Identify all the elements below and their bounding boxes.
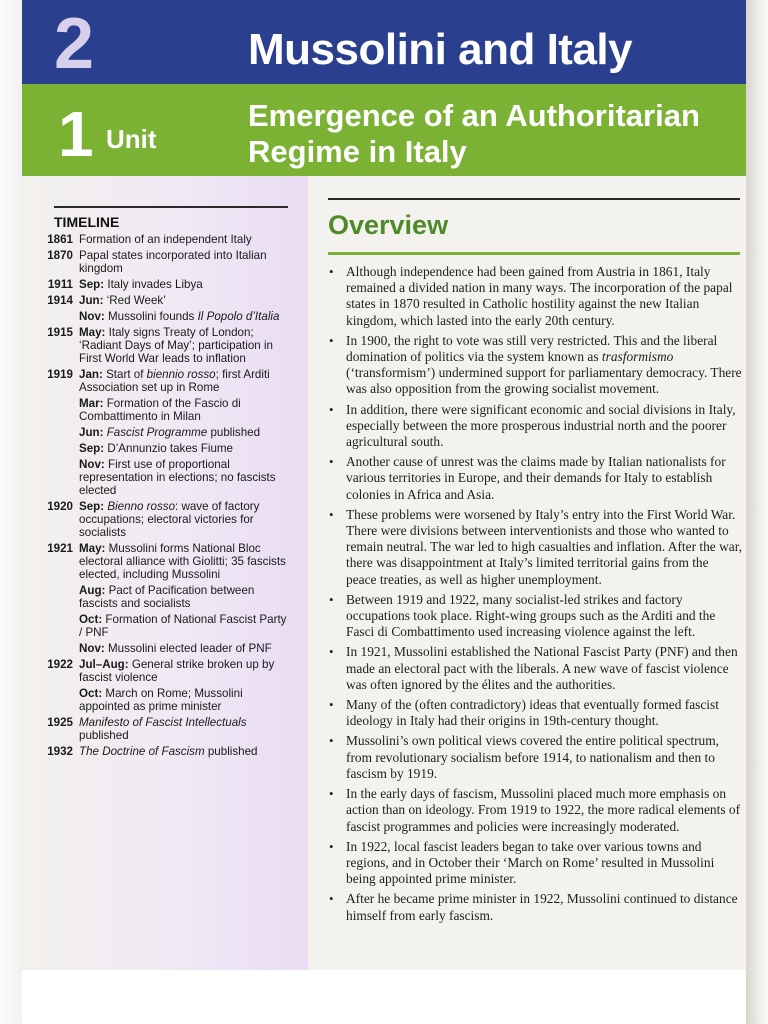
timeline-event-label: Sep: bbox=[79, 500, 105, 513]
overview-bullet-pre: Although independence had been gained from Austria in 1861, Italy remained a divided nation in many ways. The incorporation of the papal states in 1870 resulted in Catholic hostility against the new Italian kingdom, which lasted into the early 20th century. bbox=[346, 264, 733, 328]
timeline-event-label: Oct: bbox=[79, 613, 103, 626]
timeline-heading: TIMELINE bbox=[54, 214, 120, 230]
timeline-event-em: Manifesto of Fascist Intellectuals bbox=[79, 716, 247, 729]
timeline-entry bbox=[22, 716, 308, 742]
timeline-entry bbox=[22, 613, 308, 639]
timeline-event-em: The Doctrine of Fascism bbox=[79, 745, 205, 758]
overview-bullet-list bbox=[322, 264, 742, 928]
timeline-entry bbox=[22, 326, 308, 365]
timeline-event bbox=[79, 310, 289, 323]
timeline-divider bbox=[54, 206, 288, 208]
overview-bullet bbox=[322, 786, 742, 835]
timeline-year: 1925 bbox=[47, 716, 73, 729]
page-edge-right bbox=[746, 0, 768, 1024]
timeline-event-pre: Pact of Pacification between fascists and socialists bbox=[79, 584, 255, 610]
overview-divider bbox=[328, 198, 740, 200]
timeline-event-pre: Mussolini elected leader of PNF bbox=[104, 642, 272, 655]
textbook-page bbox=[22, 0, 746, 970]
timeline-event-label: Mar: bbox=[79, 397, 104, 410]
overview-bullet-post: (‘transformism’) undermined support for parliamentary democracy. There was also opposition from the growing socialist movement. bbox=[346, 365, 742, 397]
timeline-event-pre: Mussolini forms National Bloc electoral alliance with Giolitti; 35 fascists elected, including Mussolini bbox=[79, 542, 286, 581]
overview-bullet-pre: In the early days of fascism, Mussolini placed much more emphasis on action than on ideology. From 1919 to 1922, the more radical elements of fascist programmes and policies were increasingly moderated. bbox=[346, 786, 741, 834]
timeline-event-post: ; first Arditi Association set up in Rome bbox=[79, 368, 270, 394]
timeline-entry bbox=[22, 745, 308, 758]
timeline-event bbox=[79, 294, 289, 307]
timeline-event bbox=[79, 745, 289, 758]
timeline-event-pre: Formation of an independent Italy bbox=[79, 233, 252, 246]
timeline-event bbox=[79, 326, 289, 365]
chapter-number: 2 bbox=[54, 4, 95, 84]
overview-underline bbox=[328, 252, 740, 255]
overview-bullet bbox=[322, 454, 742, 503]
overview-heading: Overview bbox=[328, 210, 449, 240]
timeline-entry bbox=[22, 584, 308, 610]
timeline-event-pre: General strike broken up by fascist violence bbox=[79, 658, 275, 684]
overview-bullet-pre: Many of the (often contradictory) ideas that eventually formed fascist ideology in Italy had their origins in 19th-century thought. bbox=[346, 697, 719, 729]
timeline-event bbox=[79, 397, 289, 423]
timeline-event-pre: Italy invades Libya bbox=[104, 278, 203, 291]
timeline-year: 1921 bbox=[47, 542, 73, 555]
bullet-dot-icon: • bbox=[329, 891, 334, 907]
overview-bullet-pre: These problems were worsened by Italy’s entry into the First World War. There were divisions between interventionists and those who wanted to remain neutral. The war led to high casualties and inflation. After the war, there was disappointment at Italy’s limited territorial gains from the peace treaties, as well as higher unemployment. bbox=[346, 506, 742, 587]
timeline-event-post: published bbox=[79, 729, 129, 742]
timeline-event-pre: Start of bbox=[102, 368, 147, 381]
bullet-dot-icon: • bbox=[329, 506, 334, 522]
overview-bullet-pre: After he became prime minister in 1922, Mussolini continued to distance himself from early fascism. bbox=[346, 891, 738, 923]
timeline-year bbox=[22, 642, 79, 655]
timeline-event bbox=[79, 613, 289, 639]
timeline-event bbox=[79, 426, 289, 439]
overview-bullet bbox=[322, 264, 742, 329]
timeline-event-label: May: bbox=[79, 542, 106, 555]
timeline-entry bbox=[22, 397, 308, 423]
timeline-event-label: Nov: bbox=[79, 310, 105, 323]
timeline-year: 1919 bbox=[47, 368, 73, 381]
timeline-event bbox=[79, 458, 289, 497]
timeline-event-pre: First use of proportional representation in elections; no fascists elected bbox=[79, 458, 276, 497]
bullet-dot-icon: • bbox=[329, 264, 334, 279]
timeline-event-label: Nov: bbox=[79, 458, 105, 471]
timeline-event-pre: Formation of National Fascist Party / PNF bbox=[79, 613, 287, 639]
timeline-sidebar bbox=[22, 176, 308, 970]
overview-bullet-pre: In addition, there were significant economic and social divisions in Italy, especially between the more prosperous industrial north and the poorer agricultural south. bbox=[346, 401, 736, 450]
timeline-year: 1861 bbox=[47, 233, 73, 246]
timeline-event-label: Nov: bbox=[79, 642, 105, 655]
timeline-event bbox=[79, 249, 289, 275]
overview-bullet-pre: Another cause of unrest was the claims made by Italian nationalists for various territories in Europe, and their demands for Italy to establish colonies in Africa and Asia. bbox=[346, 454, 726, 502]
timeline-year bbox=[22, 426, 79, 439]
overview-bullet bbox=[322, 733, 742, 782]
timeline-event-label: Sep: bbox=[79, 442, 105, 455]
overview-bullet bbox=[322, 839, 742, 888]
timeline-entry bbox=[22, 687, 308, 713]
timeline-event-label: Jun: bbox=[79, 426, 104, 439]
timeline-year: 1870 bbox=[47, 249, 73, 262]
timeline-event bbox=[79, 500, 289, 539]
bullet-dot-icon: • bbox=[329, 332, 334, 348]
bullet-dot-icon: • bbox=[329, 786, 334, 802]
bullet-dot-icon: • bbox=[329, 591, 334, 607]
bullet-dot-icon: • bbox=[329, 644, 334, 660]
timeline-event bbox=[79, 584, 289, 610]
timeline-event bbox=[79, 687, 289, 713]
timeline-list bbox=[22, 233, 308, 761]
timeline-event-label: Jul–Aug: bbox=[79, 658, 129, 671]
timeline-entry bbox=[22, 458, 308, 497]
timeline-event-label: Oct: bbox=[79, 687, 103, 700]
timeline-event-label: Sep: bbox=[79, 278, 105, 291]
overview-bullet bbox=[322, 402, 742, 451]
timeline-entry bbox=[22, 249, 308, 275]
timeline-year bbox=[22, 687, 79, 713]
timeline-event-pre: Formation of the Fascio di Combattimento in Milan bbox=[79, 397, 241, 423]
bullet-dot-icon: • bbox=[329, 838, 334, 854]
timeline-event-em: Bienno rosso bbox=[107, 500, 176, 513]
bullet-dot-icon: • bbox=[329, 733, 334, 749]
timeline-entry bbox=[22, 542, 308, 581]
timeline-entry bbox=[22, 658, 308, 684]
timeline-event-label: Jan: bbox=[79, 368, 103, 381]
timeline-event-pre: Mussolini founds bbox=[104, 310, 198, 323]
bullet-dot-icon: • bbox=[329, 401, 334, 417]
timeline-event-label: Aug: bbox=[79, 584, 106, 597]
timeline-year: 1922 bbox=[47, 658, 73, 671]
timeline-year: 1932 bbox=[47, 745, 73, 758]
timeline-event-pre: ‘Red Week’ bbox=[103, 294, 166, 307]
timeline-year bbox=[22, 584, 79, 610]
timeline-event-pre: Italy signs Treaty of London; ‘Radiant Days of May’; participation in First World War leads to inflation bbox=[79, 326, 273, 365]
timeline-event-label: May: bbox=[79, 326, 106, 339]
timeline-event-em: Il Popolo d’Italia bbox=[197, 310, 280, 323]
timeline-entry bbox=[22, 310, 308, 323]
timeline-event-post: : wave of factory occupations; electoral victories for socialists bbox=[79, 500, 260, 539]
timeline-year bbox=[22, 613, 79, 639]
timeline-entry bbox=[22, 426, 308, 439]
timeline-entry bbox=[22, 368, 308, 394]
timeline-event-em: Fascist Programme bbox=[106, 426, 208, 439]
timeline-year: 1914 bbox=[47, 294, 73, 307]
timeline-event-pre: D’Annunzio takes Fiume bbox=[104, 442, 234, 455]
overview-bullet-pre: Between 1919 and 1922, many socialist-led strikes and factory occupations took place. Right-wing groups such as the Arditi and the Fasci di Combattimento used increasing violence against the left. bbox=[346, 591, 716, 640]
bullet-dot-icon: • bbox=[329, 697, 334, 713]
timeline-year: 1911 bbox=[47, 278, 73, 291]
timeline-event bbox=[79, 716, 289, 742]
overview-bullet-em: trasformismo bbox=[601, 349, 674, 365]
timeline-event-label: Jun: bbox=[79, 294, 104, 307]
timeline-entry bbox=[22, 642, 308, 655]
timeline-year: 1915 bbox=[47, 326, 73, 339]
overview-bullet bbox=[322, 592, 742, 641]
overview-bullet bbox=[322, 333, 742, 398]
chapter-title: Mussolini and Italy bbox=[248, 25, 633, 74]
overview-bullet bbox=[322, 644, 742, 693]
timeline-year bbox=[22, 310, 79, 323]
overview-bullet-pre: In 1921, Mussolini established the National Fascist Party (PNF) and then made an electoral pact with the liberals. A new wave of fascist violence was often ignored by the élites and the authorities. bbox=[346, 644, 738, 692]
timeline-entry bbox=[22, 500, 308, 539]
overview-bullet bbox=[322, 891, 742, 923]
unit-label: Unit bbox=[106, 124, 157, 154]
timeline-year bbox=[22, 397, 79, 423]
unit-title: Emergence of an Authoritarian Regime in Italy bbox=[248, 98, 700, 169]
overview-section bbox=[308, 176, 746, 970]
timeline-entry bbox=[22, 294, 308, 307]
timeline-event bbox=[79, 368, 289, 394]
timeline-event bbox=[79, 642, 289, 655]
timeline-year: 1920 bbox=[47, 500, 73, 513]
timeline-entry bbox=[22, 278, 308, 291]
timeline-event-em: biennio rosso bbox=[146, 368, 216, 381]
timeline-event bbox=[79, 542, 289, 581]
overview-bullet bbox=[322, 507, 742, 588]
timeline-event bbox=[79, 233, 289, 246]
timeline-entry bbox=[22, 442, 308, 455]
timeline-event-post: published bbox=[204, 745, 258, 758]
timeline-event-post: published bbox=[207, 426, 261, 439]
timeline-event bbox=[79, 442, 289, 455]
overview-bullet-pre: Mussolini’s own political views covered the entire political spectrum, from revolutionary socialism before 1914, to nationalism and then to fascism by 1919. bbox=[346, 733, 719, 781]
timeline-year bbox=[22, 442, 79, 455]
overview-bullet-pre: In 1900, the right to vote was still very restricted. This and the liberal domination of politics via the system known as bbox=[346, 332, 718, 365]
timeline-event-pre: March on Rome; Mussolini appointed as prime minister bbox=[79, 687, 243, 713]
timeline-event bbox=[79, 278, 289, 291]
timeline-entry bbox=[22, 233, 308, 246]
unit-number: 1 bbox=[58, 98, 94, 170]
overview-bullet bbox=[322, 697, 742, 729]
bullet-dot-icon: • bbox=[329, 454, 334, 470]
timeline-year bbox=[22, 458, 79, 497]
overview-bullet-pre: In 1922, local fascist leaders began to take over various towns and regions, and in October their ‘March on Rome’ resulted in Mussolini being appointed prime minister. bbox=[346, 838, 715, 887]
timeline-event bbox=[79, 658, 289, 684]
page-edge-left bbox=[0, 0, 22, 1024]
timeline-event-pre: Papal states incorporated into Italian kingdom bbox=[79, 249, 267, 275]
